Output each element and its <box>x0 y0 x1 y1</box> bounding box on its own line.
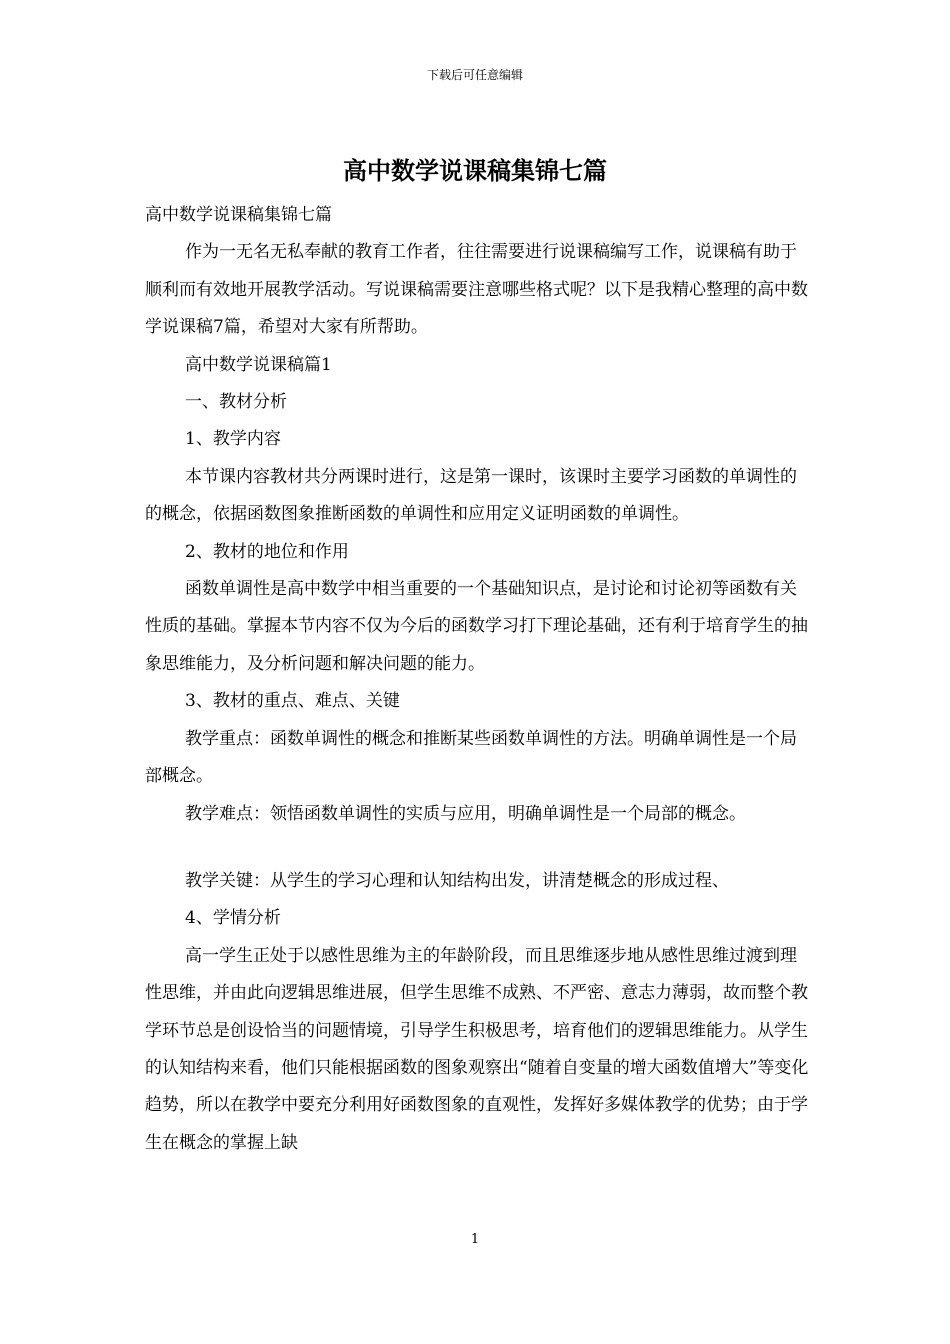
document-title: 高中数学说课稿集锦七篇 <box>343 156 607 185</box>
subheading-student-analysis: 4、学情分析 <box>185 908 281 929</box>
paragraph-student-analysis: 高一学生正处于以感性思维为主的年龄阶段，而且思维逐步地从感性思维过渡到理性思维，并由此向逻辑思维进展，但学生思维不成熟、不严密、意志力薄弱，故而整个教学环节总是创设恰当的问题情境，引导学生积极思考，培育他们的逻辑思维能力。从学生的认知结构来看，他们只能根据函数的图象观察出“随着自变量的增大函数值增大”等变化趋势，所以在教学中要充分利用好函数图象的直观性，发挥好多媒体教学的优势；由于学生在概念的掌握上缺 <box>145 945 809 1153</box>
paragraph-teaching-content: 本节课内容教材共分两课时进行，这是第一课时，该课时主要学习函数的单调性的的概念，依据函数图象推断函数的单调性和应用定义证明函数的单调性。 <box>145 466 797 525</box>
intro-paragraph: 作为一无名无私奉献的教育工作者，往往需要进行说课稿编写工作，说课稿有助于顺利而有效地开展教学活动。写说课稿需要注意哪些格式呢？以下是我精心整理的高中数学说课稿7篇，希望对大家有所帮助。 <box>145 242 808 338</box>
subheading-material-role: 2、教材的地位和作用 <box>185 541 349 562</box>
document-body <box>145 197 810 1162</box>
section-heading-material-analysis: 一、教材分析 <box>185 392 287 413</box>
paragraph-teaching-key: 教学关键：从学生的学习心理和认知结构出发，讲清楚概念的形成过程、 <box>185 870 729 891</box>
subheading-teaching-content: 1、教学内容 <box>185 429 281 450</box>
subheading-key-points: 3、教材的重点、难点、关键 <box>185 691 400 712</box>
subtitle-paragraph: 高中数学说课稿集锦七篇 <box>145 205 332 225</box>
section-heading-part-1: 高中数学说课稿篇1 <box>185 354 332 375</box>
paragraph-teaching-focus: 教学重点：函数单调性的概念和推断某些函数单调性的方法。明确单调性是一个局部概念。 <box>145 728 797 787</box>
page-header-note: 下载后可任意编辑 <box>426 68 523 82</box>
paragraph-material-role: 函数单调性是高中数学中相当重要的一个基础知识点，是讨论和讨论初等函数有关性质的基础。掌握本节内容不仅为今后的函数学习打下理论基础，还有利于培育学生的抽象思维能力，及分析问题和解决问题的能力。 <box>145 579 808 674</box>
paragraph-teaching-difficulty: 教学难点：领悟函数单调性的实质与应用，明确单调性是一个局部的概念。 <box>185 803 746 824</box>
page-number: 1 <box>470 1232 480 1247</box>
